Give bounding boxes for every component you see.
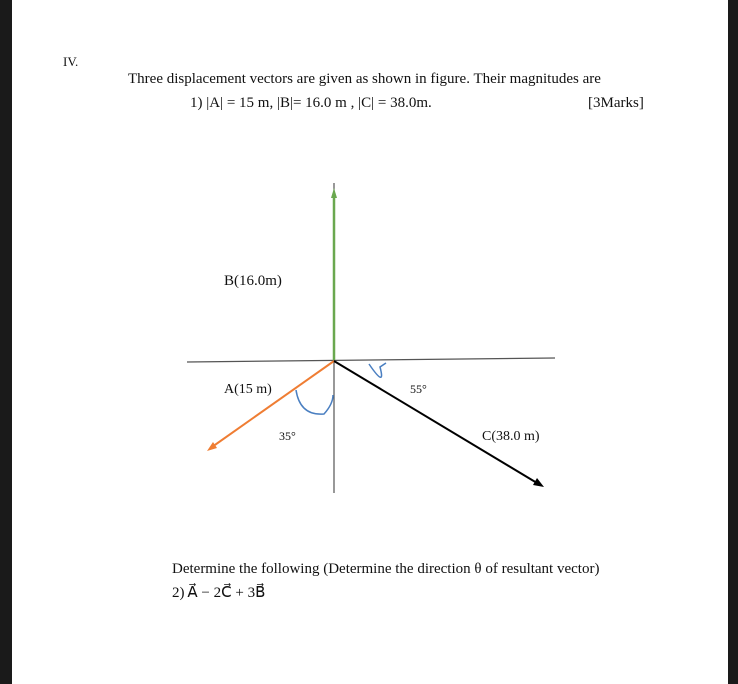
given-magnitudes: 1) |A| = 15 m, |B|= 16.0 m , |C| = 38.0m. [190,95,432,111]
angle-35-label: 35° [279,429,296,443]
vector-c [334,361,537,483]
angle-55-label: 55° [410,382,427,396]
vector-b-arrowhead [331,188,337,198]
marks-label: [3Marks] [588,95,644,111]
vector-a [212,361,334,447]
label-vector-b: B(16.0m) [224,273,282,289]
problem-intro: Three displacement vectors are given as shown in figure. Their magnitudes are [128,71,601,87]
angle-arc-35 [296,390,333,414]
vector-diagram [12,0,728,684]
angle-arc-55 [369,363,386,377]
problem-number: IV. [63,54,79,69]
x-axis [187,358,555,362]
vector-c-arrowhead [533,478,544,487]
question-instruction: Determine the following (Determine the direction θ of resultant vector) [172,561,600,577]
label-vector-c: C(38.0 m) [482,429,540,444]
question-expression: 2) A⃗ − 2C⃗ + 3B⃗ [172,585,266,601]
label-vector-a: A(15 m) [224,382,272,397]
worksheet-page [12,0,728,684]
